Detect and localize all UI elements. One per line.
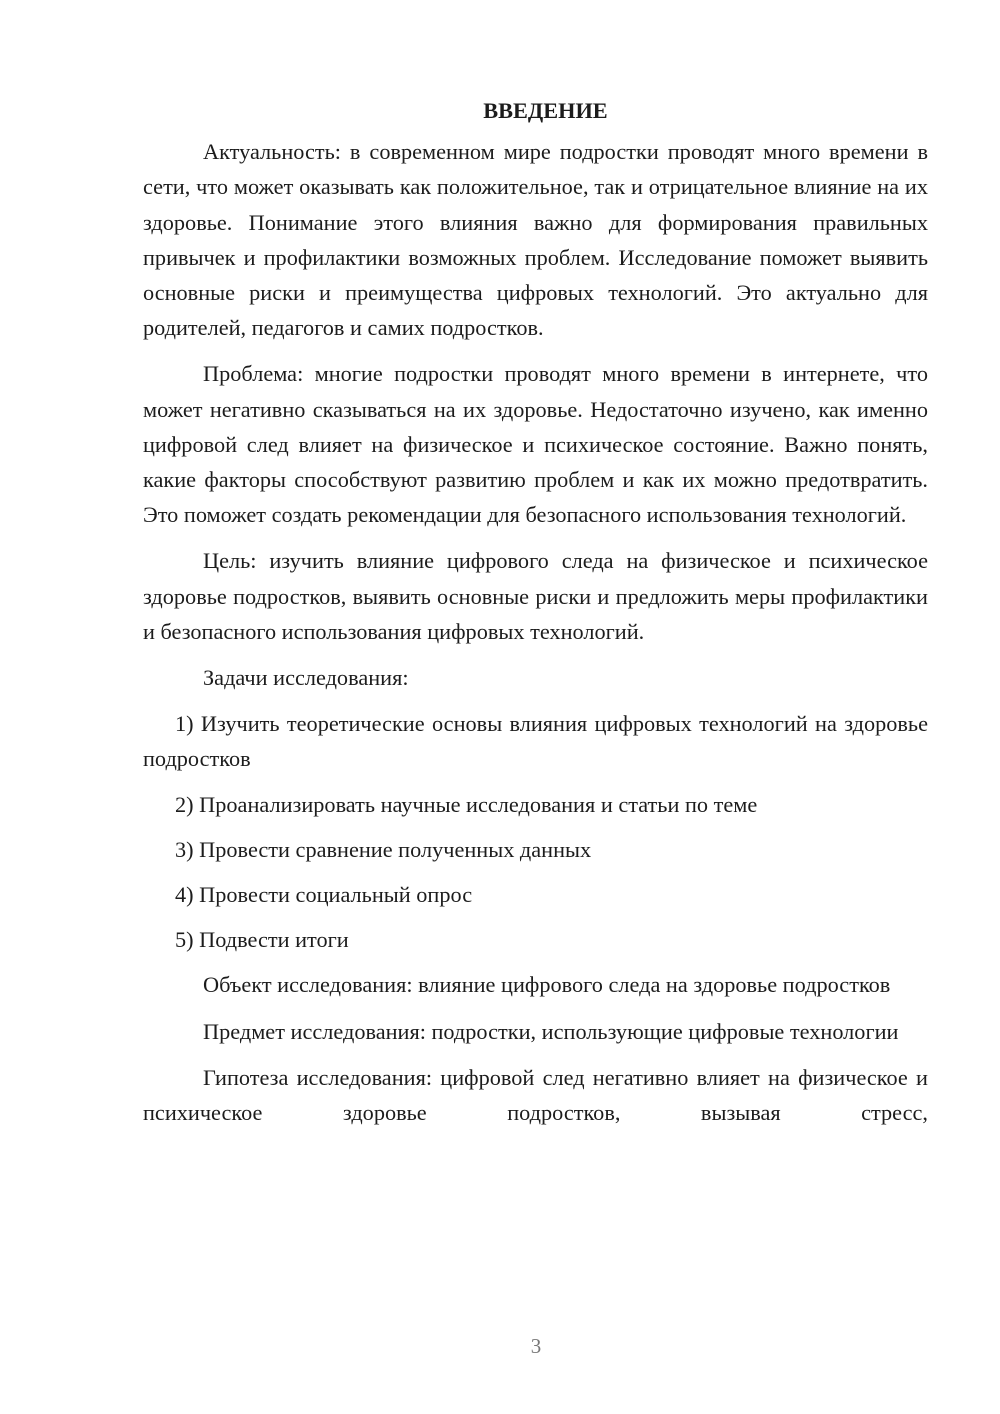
- task-item-3: 3) Провести сравнение полученных данных: [175, 836, 592, 862]
- task-item-5: 5) Подвести итоги: [175, 927, 349, 953]
- tasks-list: [143, 706, 928, 957]
- object-paragraph: Объект исследования: влияние цифрового следа на здоровье подростков: [203, 972, 891, 998]
- page-number: 3: [530, 1334, 542, 1358]
- document-body: [143, 93, 928, 1130]
- relevance-paragraph: Актуальность: в современном мире подростки проводят много времени в сети, что может оказывать как положительное, так и отрицательное влияние на их здоровье. Понимание этого влияния важно для формирования правильных привычек и профилактики возможных проблем. Исследование поможет выявить основные риски и преимущества цифровых технологий. Это актуально для родителей, педагогов и самих подростков.: [143, 139, 928, 341]
- tasks-heading: Задачи исследования:: [203, 665, 409, 691]
- section-heading: ВВЕДЕНИЕ: [483, 98, 608, 123]
- subject-paragraph: Предмет исследования: подростки, использующие цифровые технологии: [203, 1018, 899, 1044]
- task-item-2: 2) Проанализировать научные исследования и статьи по теме: [175, 791, 758, 817]
- task-item-4: 4) Провести социальный опрос: [175, 882, 473, 908]
- task-item-1: 1) Изучить теоретические основы влияния цифровых технологий на здоровье подростков: [143, 711, 928, 772]
- hypothesis-paragraph: Гипотеза исследования: цифровой след негативно влияет на физическое и психическое здоровье подростков, вызывая стресс,: [143, 1064, 928, 1126]
- problem-paragraph: Проблема: многие подростки проводят много времени в интернете, что может негативно сказываться на их здоровье. Недостаточно изучено, как именно цифровой след влияет на физическое и психическое состояние. Важно понять, какие факторы способствуют развитию проблем и как их можно предотвратить. Это поможет создать рекомендации для безопасного использования технологий.: [143, 361, 928, 528]
- goal-paragraph: Цель: изучить влияние цифрового следа на физическое и психическое здоровье подростков, выявить основные риски и предложить меры профилактики и безопасного использования цифровых технологий.: [143, 548, 928, 644]
